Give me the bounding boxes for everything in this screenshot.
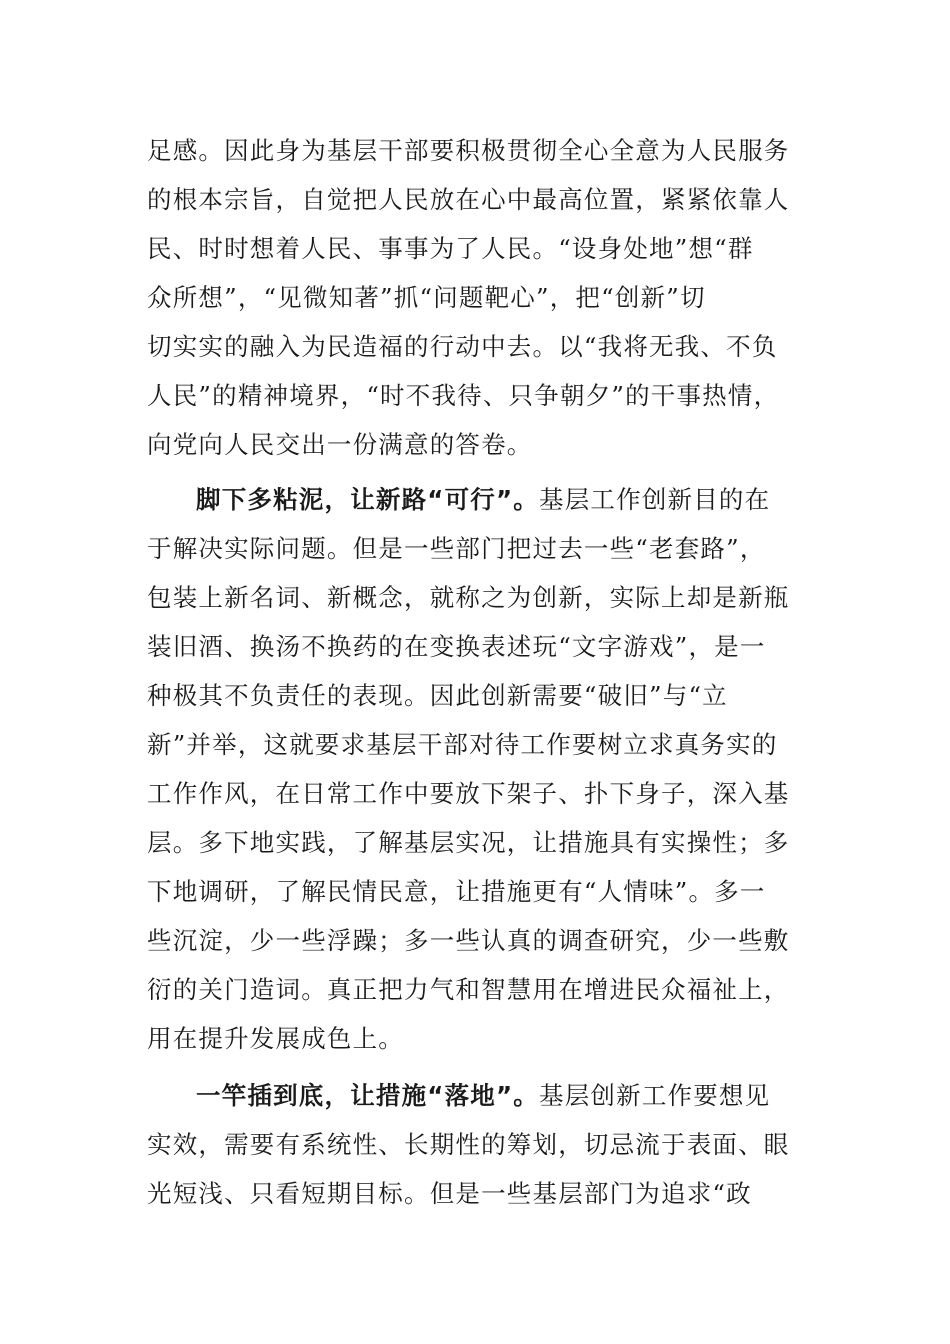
paragraph-1-line-7: 向党向人民交出一份满意的答卷。 (147, 430, 533, 459)
paragraph-2-heading: 脚下多粘泥，让新路“可行”。 (196, 485, 540, 514)
paragraph-2-line-5: 种极其不负责任的表现。因此创新需要“破旧”与“立 (147, 681, 728, 710)
paragraph-3-line-2: 实效，需要有系统性、长期性的筹划，切忌流于表面、眼 (147, 1130, 790, 1159)
paragraph-2-line-12: 用在提升发展成色上。 (147, 1024, 404, 1053)
paragraph-2-line-3: 包装上新名词、新概念，就称之为创新，实际上却是新瓶 (147, 583, 790, 612)
paragraph-2-line-7: 工作作风，在日常工作中要放下架子、扑下身子，深入基 (147, 779, 790, 808)
paragraph-2-first-line-rest: 基层工作创新目的在 (539, 485, 771, 514)
paragraph-1-line-2: 的根本宗旨，自觉把人民放在心中最高位置，紧紧依靠人 (147, 185, 790, 214)
paragraph-2-line-9: 下地调研，了解民情民意，让措施更有“人情味”。多一 (147, 877, 766, 906)
paragraph-2-line-2: 于解决实际问题。但是一些部门把过去一些“老套路”， (147, 534, 766, 563)
paragraph-2-line-11: 衍的关门造词。真正把力气和智慧用在增进民众福祉上， (147, 975, 790, 1004)
paragraph-1-line-3: 民、时时想着人民、事事为了人民。“设身处地”想“群 (147, 234, 754, 263)
paragraph-1-line-5: 切实实的融入为民造福的行动中去。以“我将无我、不负 (147, 332, 778, 361)
paragraph-1-line-1: 足感。因此身为基层干部要积极贯彻全心全意为人民服务 (147, 136, 790, 165)
paragraph-2-line-8: 层。多下地实践，了解基层实况，让措施具有实操性；多 (147, 828, 790, 857)
paragraph-2-line-6: 新”并举，这就要求基层干部对待工作要树立求真务实的 (147, 730, 778, 759)
paragraph-3-first-line (196, 1071, 770, 1120)
paragraph-1-line-4: 众所想”，“见微知著”抓“问题靶心”，把“创新”切 (147, 283, 706, 312)
paragraph-3-heading: 一竿插到底，让措施“落地”。 (196, 1081, 540, 1110)
paragraph-1-line-6: 人民”的精神境界，“时不我待、只争朝夕”的干事热情， (147, 381, 780, 410)
paragraph-3-first-line-rest: 基层创新工作要想见 (539, 1081, 771, 1110)
paragraph-2-line-4: 装旧酒、换汤不换药的在变换表述玩“文字游戏”，是一 (147, 632, 766, 661)
paragraph-3-line-3: 光短浅、只看短期目标。但是一些基层部门为追求“政 (147, 1179, 752, 1208)
paragraph-2-first-line (196, 475, 770, 524)
paragraph-2-line-10: 些沉淀，少一些浮躁；多一些认真的调查研究，少一些敷 (147, 926, 790, 955)
